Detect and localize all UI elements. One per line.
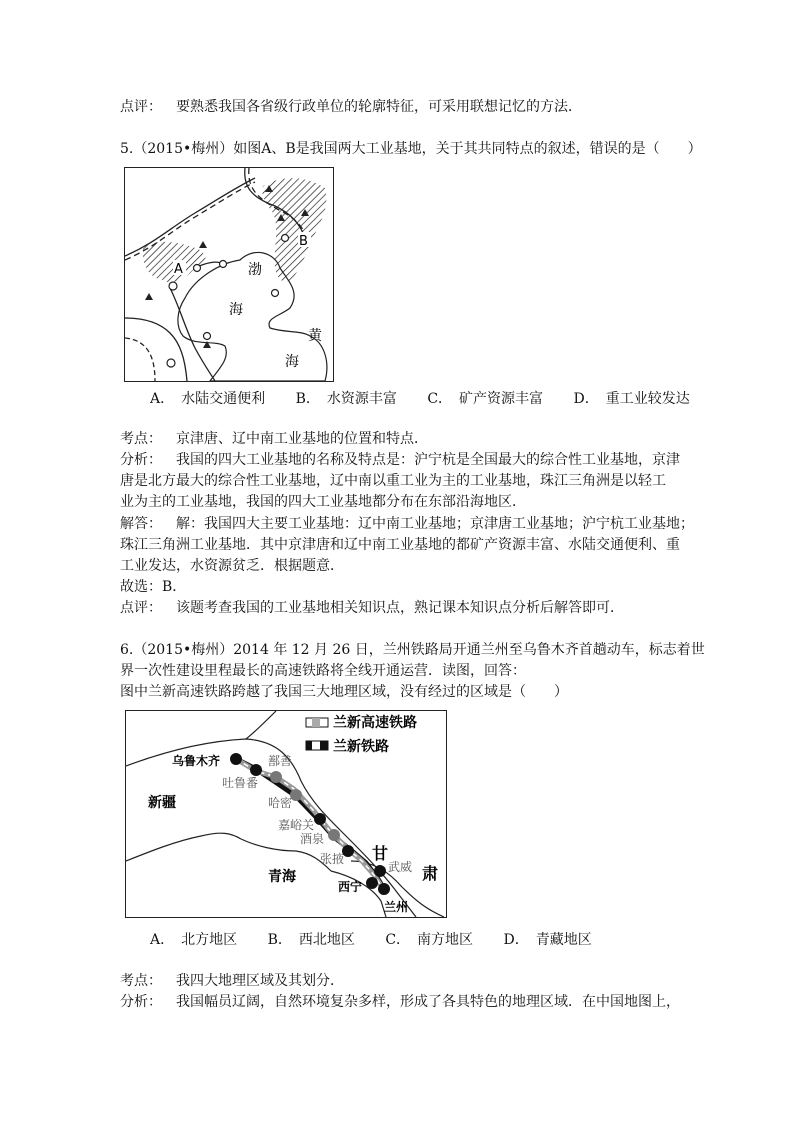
q6-kaodian-text: 我四大地理区域及其划分． <box>176 973 344 989</box>
q6-kaodian <box>120 971 344 991</box>
q5-option-a[interactable]: A． 水陆交通便利 <box>150 391 266 407</box>
mine-icon <box>145 293 153 300</box>
city-marker <box>204 333 211 340</box>
q5-fenxi-label: 分析： <box>120 452 162 468</box>
q5-map-figure <box>124 167 334 382</box>
q6-map-figure <box>125 710 447 918</box>
q5-kaodian-label: 考点： <box>120 431 162 447</box>
label-jiuquan: 酒泉 <box>300 832 325 846</box>
label-hami: 哈密 <box>268 796 293 810</box>
q6-kaodian-label: 考点： <box>120 973 162 989</box>
q5-option-b[interactable]: B． 水资源丰富 <box>295 391 397 407</box>
sea-label-hai: 海 <box>229 302 243 318</box>
station-turpan <box>250 764 262 776</box>
q6-option-d[interactable]: D． 青藏地区 <box>503 932 592 948</box>
q6-stem-line-1: 6.（2015•梅州）2014 年 12 月 26 日，兰州铁路局开通兰州至乌鲁木齐首趟动车，标志着世 <box>120 642 705 658</box>
label-xinjiang: 新疆 <box>148 795 176 811</box>
q5-fenxi-line-2: 唐是北方最大的综合性工业基地，辽中南以重工业为主的工业基地，珠江三角洲是以轻工 <box>120 473 666 489</box>
q6-fenxi-label: 分析： <box>120 994 162 1010</box>
legend-rail-label: 兰新铁路 <box>333 739 389 755</box>
q5-option-c[interactable]: C． 矿产资源丰富 <box>427 391 544 407</box>
label-zhangye: 张掖 <box>320 852 345 866</box>
q5-option-d[interactable]: D． 重工业较发达 <box>573 391 690 407</box>
q6-stem-line-2: 界一次性建设里程最长的高速铁路将全线开通运营．读图，回答： <box>120 663 526 679</box>
q5-kaodian <box>120 429 428 449</box>
q5-dianping-label: 点评： <box>120 600 162 616</box>
station-wuwei <box>374 865 386 877</box>
city-marker <box>272 290 279 297</box>
label-a: A <box>174 262 183 277</box>
label-lanzhou: 兰州 <box>384 900 409 914</box>
station-urumqi <box>230 753 242 765</box>
q4-comment-label: 点评： <box>120 99 162 115</box>
q6-options <box>150 930 618 950</box>
q5-dianping-text: 该题考查我国的工业基地相关知识点，熟记课本知识点分析后解答即可． <box>176 600 624 616</box>
station-shanshan <box>270 771 282 783</box>
legend-hsr-label: 兰新高速铁路 <box>333 715 417 731</box>
q6-stem-line-3: 图中兰新高速铁路跨越了我国三大地理区域，没有经过的区域是（ ） <box>120 684 568 700</box>
label-b: B <box>299 234 308 249</box>
q5-jieda <box>120 514 694 534</box>
mine-icon <box>199 241 207 248</box>
label-urumqi: 乌鲁木齐 <box>172 754 221 768</box>
q6-fenxi-text: 我国幅员辽阔，自然环境复杂多样，形成了各具特色的地理区域．在中国地图上， <box>176 994 680 1010</box>
q5-map <box>125 168 333 381</box>
q6-option-b[interactable]: B． 西北地区 <box>267 932 355 948</box>
city-marker <box>220 261 227 268</box>
q6-map <box>126 711 446 917</box>
label-su: 肃 <box>422 864 439 883</box>
city-marker <box>194 265 201 272</box>
q5-answer: 故选：B． <box>120 579 187 595</box>
q5-jieda-line-1: 解：我国四大主要工业基地：辽中南工业基地；京津唐工业基地；沪宁杭工业基地； <box>176 516 694 532</box>
label-jiayuguan: 嘉峪关 <box>278 818 315 832</box>
city-marker <box>167 359 175 367</box>
q5-dianping <box>120 598 624 618</box>
q5-fenxi-line-1: 我国的四大工业基地的名称及特点是：沪宁杭是全国最大的综合性工业基地，京津 <box>176 452 680 468</box>
legend-rail-swatch-inner <box>306 741 312 750</box>
q5-jieda-line-3: 工业发达，水资源贫乏．根据题意． <box>120 558 344 574</box>
label-xining: 西宁 <box>338 880 363 894</box>
legend-hsr-swatch-inner <box>312 718 320 727</box>
q6-fenxi <box>120 992 680 1012</box>
station-jiuquan <box>328 829 340 841</box>
city-marker <box>282 235 289 242</box>
city-marker <box>169 282 177 290</box>
q4-comment <box>120 97 582 117</box>
legend <box>306 714 417 755</box>
q5-fenxi <box>120 450 680 470</box>
q5-options <box>150 389 716 409</box>
sea-label-hai2: 海 <box>285 354 299 370</box>
q5-stem: 5.（2015•梅州）如图A、B是我国两大工业基地，关于其共同特点的叙述，错误的是（ ） <box>120 141 702 157</box>
border-line <box>246 711 276 739</box>
label-turpan: 吐鲁番 <box>222 776 259 790</box>
station-xining <box>366 877 378 889</box>
border-line <box>126 833 241 861</box>
q6-option-c[interactable]: C． 南方地区 <box>385 932 474 948</box>
q5-kaodian-text: 京津唐、辽中南工业基地的位置和特点． <box>176 431 428 447</box>
q4-comment-text: 要熟悉我国各省级行政单位的轮廓特征，可采用联想记忆的方法． <box>176 99 582 115</box>
q5-jieda-label: 解答： <box>120 516 162 532</box>
label-gan: 甘 <box>372 844 389 863</box>
station-lanzhou <box>378 883 390 895</box>
label-shanshan: 鄯善 <box>268 754 293 768</box>
label-wuwei: 武威 <box>388 860 413 874</box>
sea-label-huang: 黄 <box>308 328 322 344</box>
legend-rail-swatch-inner <box>320 741 328 750</box>
q5-fenxi-line-3: 业为主的工业基地，我国的四大工业基地都分布在东部沿海地区． <box>120 494 526 510</box>
station-jiayuguan <box>314 813 326 825</box>
sea-label-bo: 渤 <box>248 262 262 278</box>
q5-jieda-line-2: 珠江三角洲工业基地．其中京津唐和辽中南工业基地的都矿产资源丰富、水陆交通便利、重 <box>120 537 680 553</box>
label-qinghai: 青海 <box>268 869 296 885</box>
q6-option-a[interactable]: A． 北方地区 <box>150 932 238 948</box>
